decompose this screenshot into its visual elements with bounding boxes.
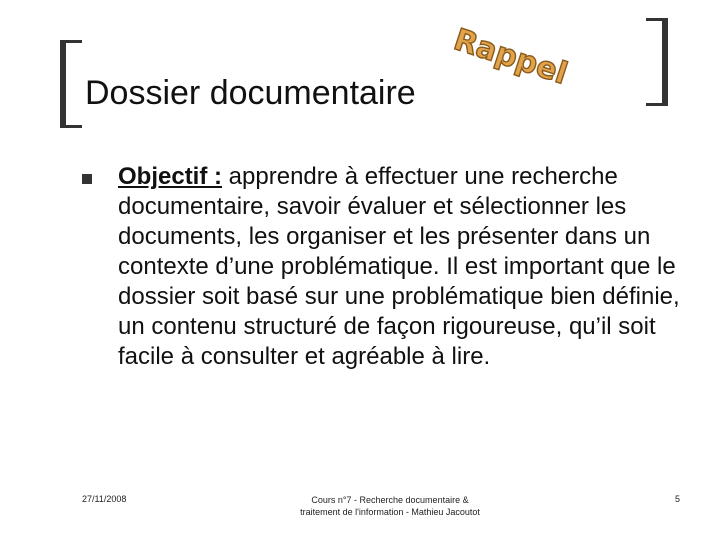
rappel-text: Rappel — [449, 22, 572, 92]
right-bracket-decoration — [646, 18, 668, 106]
square-bullet-icon — [82, 174, 92, 184]
footer-course-line1: Cours n°7 - Recherche documentaire & — [311, 495, 469, 505]
slide-content — [82, 162, 682, 372]
objective-label: Objectif : — [118, 163, 223, 190]
objective-paragraph — [118, 162, 682, 372]
objective-text: apprendre à effectuer une recherche documentaire, savoir évaluer et sélectionner les documents, les organiser et les présenter dans un contexte d’une problématique. Il est important que le dossier soit basé sur une problématique bien définie, un contenu structuré de façon rigoureuse, qu’il soit facile à consulter et agréable à lire. — [118, 163, 680, 370]
rappel-badge — [448, 18, 572, 92]
left-bracket-decoration — [60, 40, 82, 128]
page-number: 5 — [674, 494, 680, 504]
footer-course-info — [260, 494, 520, 518]
slide-title: Dossier documentaire — [85, 74, 416, 112]
footer-date: 27/11/2008 — [82, 494, 127, 504]
footer-course-line2: traitement de l'information - Mathieu Jacoutot — [300, 507, 480, 517]
